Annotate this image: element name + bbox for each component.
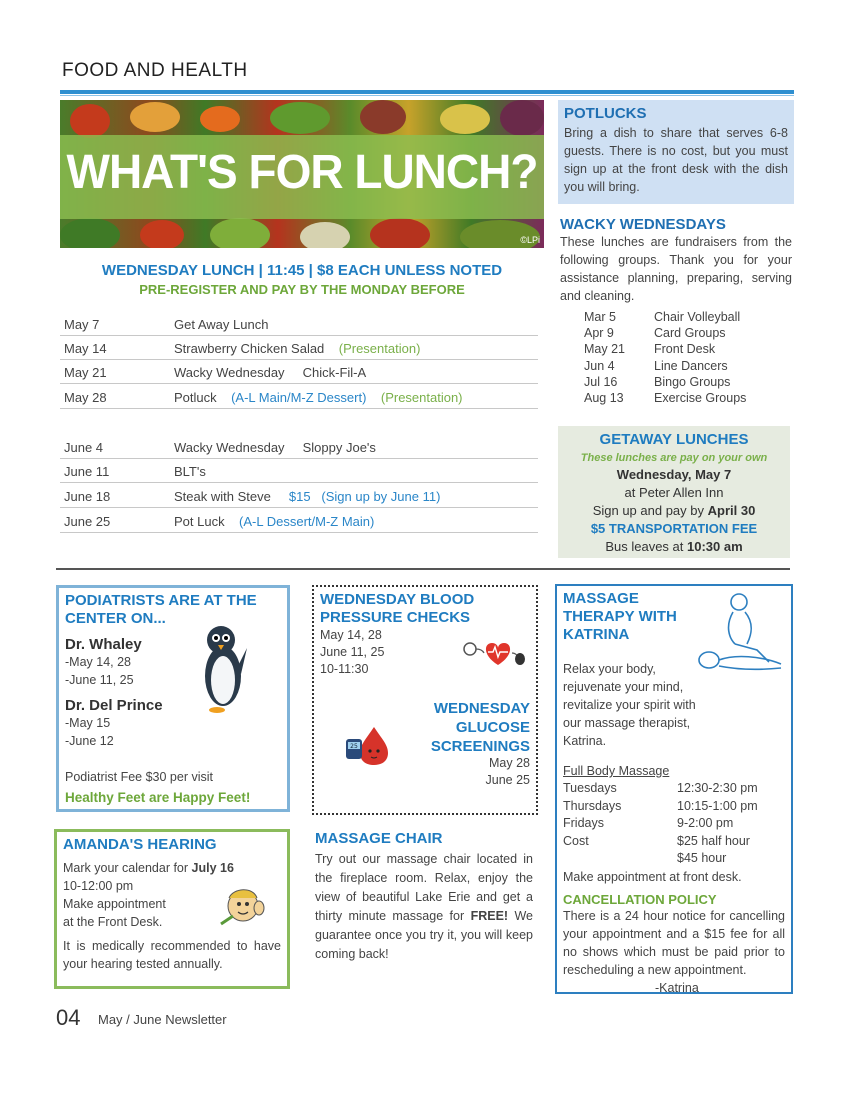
lunch-row (60, 312, 538, 336)
list-item: May 21 Front Desk (584, 342, 716, 357)
doctor-name: Dr. Whaley (65, 636, 142, 653)
amanda-line: Make appointment (63, 897, 166, 911)
amanda-line: 10-12:00 pm (63, 879, 134, 893)
blood-drop-icon (344, 725, 394, 767)
lunch-desc: Wacky Wednesday Sloppy Joe's (174, 440, 376, 455)
lunch-row (60, 385, 538, 409)
page-number: 04 (56, 1005, 81, 1030)
lunch-row (60, 459, 538, 483)
lunch-date: May 28 (64, 390, 107, 405)
lunch-date: June 11 (64, 464, 110, 479)
pepper-shape (140, 220, 184, 248)
table-row: Tuesdays 12:30-2:30 pm (563, 781, 758, 795)
squash-shape (440, 104, 490, 134)
cabbage-shape (210, 218, 270, 248)
glucose-dates: May 28 June 25 (485, 756, 530, 787)
doctor-date: -June 11, 25 (65, 673, 134, 687)
potlucks-body: Bring a dish to share that serves 6-8 guests. There is no cost, but you must sign up at the front desk with the dish you will bring. (564, 126, 788, 194)
lunch-date: May 7 (64, 317, 100, 332)
greens-shape (270, 102, 330, 134)
podiatrist-slogan: Healthy Feet are Happy Feet! (65, 790, 251, 805)
lunch-row (60, 484, 538, 508)
lunch-row (60, 360, 538, 384)
amanda-line: Mark your calendar for July 16 (63, 861, 234, 875)
getaway-subtitle: These lunches are pay on your own (580, 452, 768, 464)
policy-signature: -Katrina (655, 980, 699, 995)
lunch-subheading: PRE-REGISTER AND PAY BY THE MONDAY BEFORE (139, 282, 465, 297)
list-item: Apr 9 Card Groups (584, 326, 726, 341)
list-item: Jun 4 Line Dancers (584, 358, 728, 373)
doctor-name: Dr. Del Prince (65, 697, 163, 714)
potato-shape (130, 102, 180, 132)
lunch-desc: Steak with Steve $15 (Sign up by June 11) (174, 489, 441, 504)
podiatrists-box (56, 585, 290, 812)
table-row: $45 hour (677, 851, 727, 865)
lunch-desc: Potluck (A-L Main/M-Z Dessert) (Presentation) (174, 390, 463, 405)
lunch-row (60, 509, 538, 533)
penguin-icon (197, 618, 249, 718)
list-item: Mar 5 Chair Volleyball (584, 310, 741, 324)
bp-time: 10-11:30 (320, 662, 369, 676)
getaway-place: at Peter Allen Inn (624, 485, 724, 500)
potlucks-box (558, 100, 794, 204)
divider (56, 568, 790, 570)
doctor-date: -May 15 (65, 716, 111, 730)
amanda-note: It is medically recommended to have your hearing tested annually. (63, 939, 281, 971)
list-item: Jul 16 Bingo Groups (584, 374, 731, 389)
glucose-title: WEDNESDAY GLUCOSE SCREENINGS (430, 700, 530, 755)
massage-intro: Relax your body, rejuvenate your mind, revitalize your spirit with our massage therapist, Katrina. (563, 662, 696, 748)
lunch-row (60, 435, 538, 459)
table-row: Fridays 9-2:00 pm (563, 816, 734, 830)
lunch-banner (60, 100, 544, 248)
wacky-section (560, 216, 792, 305)
blood-pressure-box (312, 585, 538, 815)
doctor-date: -May 14, 28 (65, 655, 132, 669)
lunch-desc: Pot Luck (A-L Dessert/M-Z Main) (174, 514, 375, 529)
garlic-shape (300, 222, 350, 248)
heart-monitor-icon (462, 637, 526, 669)
massage-icon (695, 590, 787, 674)
wacky-title: WACKY WEDNESDAYS (560, 216, 726, 233)
top-rule (60, 90, 794, 94)
policy-text: There is a 24 hour notice for cancelling your appointment and a $15 fee for all no shows which must be paid prior to rescheduling a new appointment. (563, 908, 785, 977)
chili-shape (370, 218, 430, 248)
amanda-title: AMANDA'S HEARING (63, 836, 217, 853)
svg-text:25: 25 (350, 743, 358, 750)
getaway-signup: Sign up and pay by April 30 (592, 503, 756, 518)
massage-appointment: Make appointment at front desk. (563, 869, 742, 884)
wacky-list (584, 309, 746, 406)
bp-date: June 11, 25 (320, 645, 385, 659)
lunch-desc: Wacky Wednesday Chick-Fil-A (174, 365, 367, 380)
doctor-date: -June 12 (65, 734, 114, 748)
ear-cartoon-icon (217, 884, 267, 930)
massage-therapy-box (555, 584, 793, 994)
massage-chair-body: Try out our massage chair located in the fireplace room. Relax, enjoy the view of beautiful Lake Erie and get a thirty minute massage for FREE! We guarantee once you try it, you will keep coming back! (315, 852, 533, 961)
getaway-box (558, 426, 790, 558)
lunch-row (60, 336, 538, 360)
policy-title: CANCELLATION POLICY (563, 891, 717, 907)
lunch-date: June 4 (64, 440, 104, 455)
full-body-label: Full Body Massage (563, 764, 670, 778)
massage-title: MASSAGE THERAPY WITH KATRINA (563, 590, 677, 643)
getaway-date: Wednesday, May 7 (616, 467, 732, 482)
footer-text: May / June Newsletter (98, 1012, 227, 1027)
onion-shape (360, 100, 406, 134)
getaway-title: GETAWAY LUNCHES (599, 431, 749, 448)
top-rule-thin (60, 95, 794, 96)
banner-credit: ©LPi (520, 235, 540, 245)
lunch-desc: Strawberry Chicken Salad (Presentation) (174, 341, 421, 356)
blood-pressure-title: WEDNESDAY BLOOD PRESSURE CHECKS (320, 591, 475, 626)
lunch-date: May 21 (64, 365, 107, 380)
lunch-heading: WEDNESDAY LUNCH | 11:45 | $8 EACH UNLESS NOTED (101, 262, 503, 279)
section-title: FOOD AND HEALTH (62, 60, 248, 81)
lunch-date: May 14 (64, 341, 107, 356)
carrot-shape (200, 106, 240, 132)
lunch-date: June 18 (64, 489, 111, 504)
massage-chair-title: MASSAGE CHAIR (315, 830, 443, 847)
wacky-body: These lunches are fundraisers from the following groups. Thank you for your assistance planning, preparing, serving and cleaning. (560, 235, 792, 303)
amanda-line: at the Front Desk. (63, 915, 163, 929)
podiatrist-fee: Podiatrist Fee $30 per visit (65, 770, 213, 784)
lunch-desc: BLT's (174, 464, 206, 479)
massage-chair-section (315, 830, 533, 964)
amanda-hearing-box (54, 829, 290, 989)
list-item: Aug 13 Exercise Groups (584, 391, 747, 406)
banner-title: WHAT'S FOR LUNCH? (66, 143, 538, 199)
kale-shape (60, 218, 120, 248)
massage-schedule (563, 780, 758, 868)
podiatrists-title: PODIATRISTS ARE AT THE CENTER ON... (65, 592, 257, 627)
lunch-date: June 25 (64, 514, 111, 529)
table-row: Thursdays 10:15-1:00 pm (563, 798, 758, 813)
tomato-shape (70, 104, 110, 138)
getaway-fee: $5 TRANSPORTATION FEE (590, 521, 758, 536)
lunch-desc: Get Away Lunch (174, 317, 269, 332)
potlucks-title: POTLUCKS (564, 105, 647, 122)
eggplant-shape (500, 100, 544, 136)
bp-date: May 14, 28 (320, 628, 382, 642)
table-row: Cost $25 half hour (563, 833, 750, 848)
getaway-bus: Bus leaves at 10:30 am (605, 539, 743, 554)
